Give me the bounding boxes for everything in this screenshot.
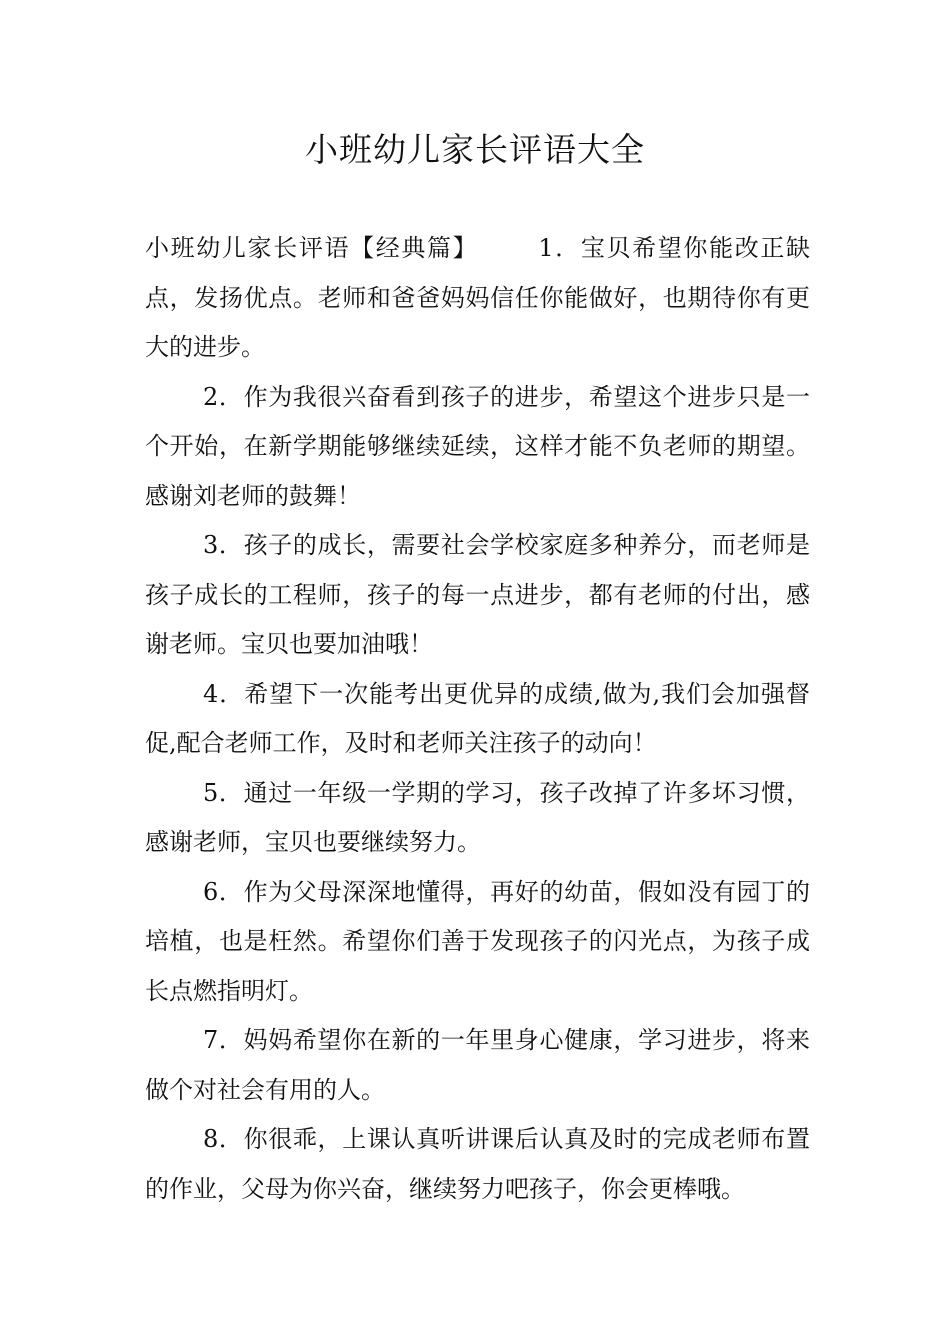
list-item-1: 1．宝贝希望你能改正缺点，发扬优点。老师和爸爸妈妈信任你能做好，也期待你有更大的进步。: [145, 234, 810, 361]
document-body: [145, 224, 810, 1214]
list-item-8: 8．你很乖，上课认真听讲课后认真及时的完成老师布置的作业，父母为你兴奋，继续努力吧孩子，你会更棒哦。: [145, 1125, 810, 1203]
list-item-6: 6．作为父母深深地懂得，再好的幼苗，假如没有园丁的培植，也是枉然。希望你们善于发现孩子的闪光点，为孩子成长点燃指明灯。: [145, 877, 810, 1005]
document-title: 小班幼儿家长评语大全: [305, 130, 645, 169]
list-item-3: 3．孩子的成长，需要社会学校家庭多种养分，而老师是孩子成长的工程师，孩子的每一点进步，都有老师的付出，感谢老师。宝贝也要加油哦！: [145, 531, 810, 658]
list-item-2: 2．作为我很兴奋看到孩子的进步，希望这个进步只是一个开始，在新学期能够继续延续，这样才能不负老师的期望。感谢刘老师的鼓舞！: [145, 382, 810, 510]
list-item-5: 5．通过一年级一学期的学习，孩子改掉了许多坏习惯，感谢老师，宝贝也要继续努力。: [145, 778, 810, 856]
list-item-4: 4．希望下一次能考出更优异的成绩,做为,我们会加强督促,配合老师工作，及时和老师关注孩子的动向！: [145, 679, 810, 757]
first-paragraph: [145, 224, 810, 373]
list-item-7: 7．妈妈希望你在新的一年里身心健康，学习进步，将来做个对社会有用的人。: [145, 1026, 810, 1104]
section-heading: 小班幼儿家长评语【经典篇】: [145, 234, 479, 262]
